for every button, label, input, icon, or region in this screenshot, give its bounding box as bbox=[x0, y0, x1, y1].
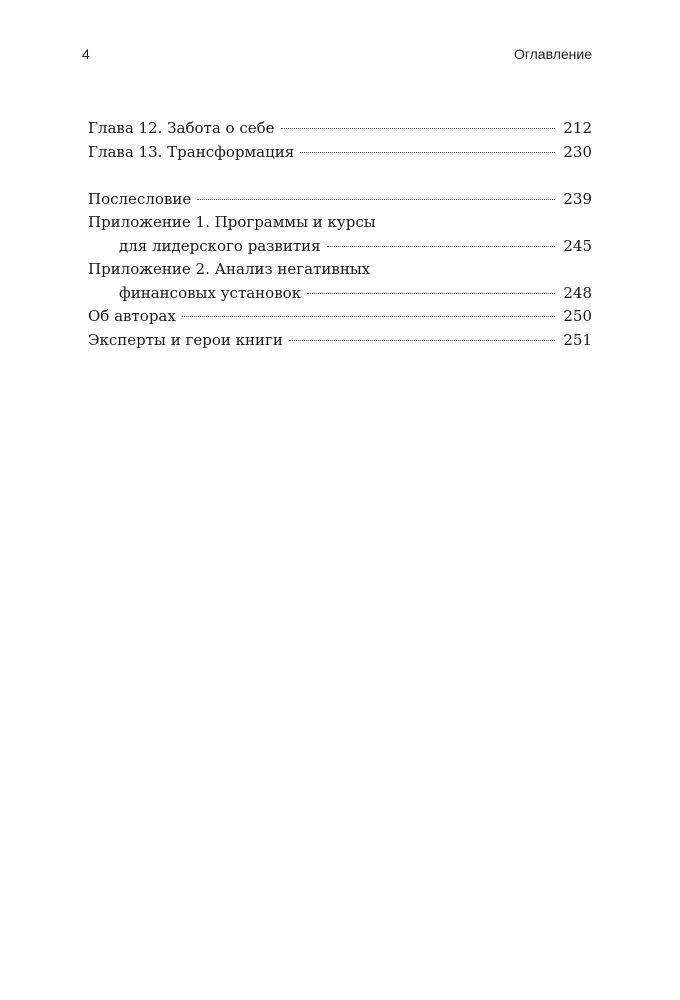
running-title: Оглавление bbox=[513, 46, 592, 62]
toc-entry-authors[interactable] bbox=[88, 305, 592, 329]
toc-entry-page: 250 bbox=[563, 307, 592, 325]
table-of-contents bbox=[88, 117, 592, 352]
toc-entry-label: Эксперты и герои книги bbox=[88, 330, 283, 349]
page-number: 4 bbox=[82, 46, 90, 62]
dot-leader bbox=[327, 246, 556, 247]
toc-entry-label: Приложение 2. Анализ негативных bbox=[88, 260, 371, 278]
toc-entry-label: Глава 13. Трансформация bbox=[88, 142, 295, 161]
page-header bbox=[82, 46, 592, 62]
dot-leader bbox=[281, 128, 556, 129]
dot-leader bbox=[300, 152, 555, 153]
dot-leader bbox=[182, 316, 556, 317]
toc-entry-label: Послесловие bbox=[88, 189, 192, 208]
toc-entry-appendix-2[interactable] bbox=[88, 258, 592, 305]
toc-back-matter bbox=[88, 188, 592, 353]
dot-leader bbox=[307, 293, 555, 294]
toc-entry-page: 239 bbox=[563, 189, 592, 208]
toc-entry-page: 251 bbox=[563, 330, 592, 349]
toc-entry-label: Приложение 1. Программы и курсы bbox=[88, 213, 376, 231]
toc-entry-experts[interactable] bbox=[88, 329, 592, 353]
toc-entry-appendix-1[interactable] bbox=[88, 211, 592, 258]
toc-entry-label-continued: для лидерского развития bbox=[119, 236, 321, 255]
toc-entry-page: 248 bbox=[563, 283, 592, 302]
toc-entry-page: 245 bbox=[563, 236, 592, 255]
toc-entry-page: 212 bbox=[563, 119, 592, 137]
dot-leader bbox=[197, 199, 555, 200]
toc-entry-chapter-12[interactable] bbox=[88, 117, 592, 141]
toc-entry-label-continued: финансовых установок bbox=[119, 283, 302, 302]
toc-entry-label: Об авторах bbox=[88, 307, 176, 325]
toc-entry-label: Глава 12. Забота о себе bbox=[88, 119, 275, 137]
dot-leader bbox=[289, 340, 555, 341]
toc-chapters bbox=[88, 117, 592, 164]
toc-entry-afterword[interactable] bbox=[88, 188, 592, 212]
toc-entry-chapter-13[interactable] bbox=[88, 141, 592, 165]
toc-entry-page: 230 bbox=[563, 142, 592, 161]
